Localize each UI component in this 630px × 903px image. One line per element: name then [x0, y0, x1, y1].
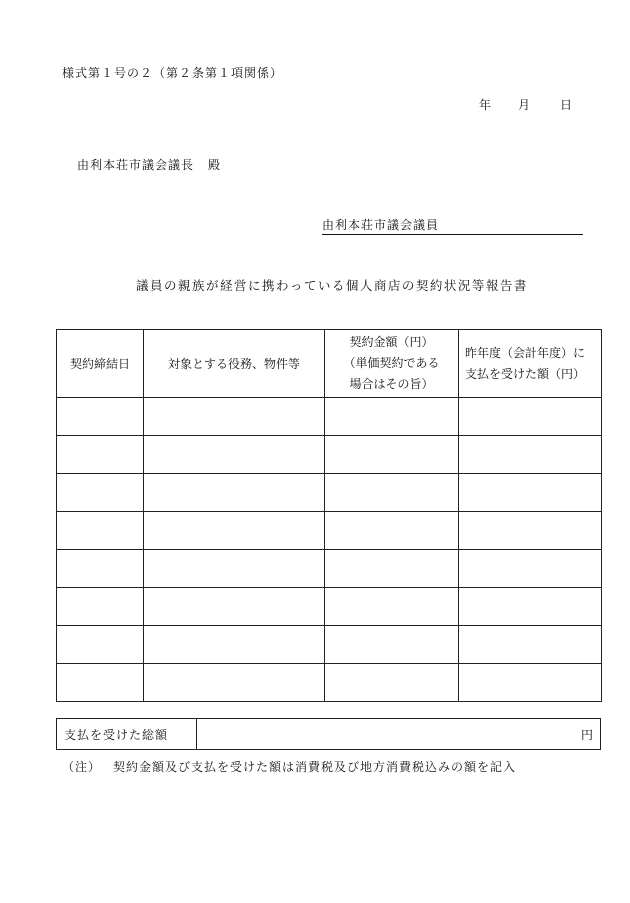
amount-cell[interactable] — [325, 398, 459, 436]
amount-cell[interactable] — [325, 588, 459, 626]
contract-date-cell[interactable] — [57, 550, 144, 588]
amount-cell[interactable] — [325, 474, 459, 512]
subject-cell[interactable] — [144, 664, 325, 702]
header-contract-date: 契約締結日 — [57, 330, 144, 398]
addressee — [77, 156, 221, 173]
table-row — [57, 398, 602, 436]
form-number: 様式第１号の２（第２条第１項関係） — [62, 66, 284, 80]
amount-cell[interactable] — [325, 436, 459, 474]
header-amount-line: （単価契約である — [343, 356, 440, 370]
contract-date-cell[interactable] — [57, 398, 144, 436]
subject-cell[interactable] — [144, 436, 325, 474]
total-unit: 円 — [580, 727, 593, 742]
total-amount-field[interactable] — [197, 719, 601, 750]
table-row — [57, 550, 602, 588]
paid-amount-cell[interactable] — [459, 550, 602, 588]
footnote-mark: （注） — [62, 760, 102, 774]
paid-amount-cell[interactable] — [459, 436, 602, 474]
subject-cell[interactable] — [144, 474, 325, 512]
subject-cell[interactable] — [144, 550, 325, 588]
header-amount — [325, 330, 459, 398]
header-amount-line: 契約金額（円） — [349, 335, 434, 349]
contract-table — [56, 329, 602, 702]
contract-date-cell[interactable] — [57, 626, 144, 664]
footnote-text: 契約金額及び支払を受けた額は消費税及び地方消費税込みの額を記入 — [113, 760, 517, 774]
amount-cell[interactable] — [325, 626, 459, 664]
paid-amount-cell[interactable] — [459, 626, 602, 664]
header-paid-line: 支払を受けた額（円） — [465, 366, 586, 381]
subject-cell[interactable] — [144, 398, 325, 436]
total-row — [57, 719, 601, 750]
paid-amount-cell[interactable] — [459, 474, 602, 512]
date-day-label: 日 — [560, 98, 573, 112]
total-table — [56, 718, 601, 750]
amount-cell[interactable] — [325, 550, 459, 588]
table-row — [57, 436, 602, 474]
document-title: 議員の親族が経営に携わっている個人商店の契約状況等報告書 — [136, 278, 528, 293]
amount-cell[interactable] — [325, 512, 459, 550]
contract-date-cell[interactable] — [57, 436, 144, 474]
contract-date-cell[interactable] — [57, 474, 144, 512]
table-row — [57, 474, 602, 512]
header-paid-line: 昨年度（会計年度）に — [465, 345, 586, 360]
subject-cell[interactable] — [144, 588, 325, 626]
total-label: 支払を受けた総額 — [57, 719, 197, 750]
paid-amount-cell[interactable] — [459, 588, 602, 626]
amount-cell[interactable] — [325, 664, 459, 702]
paid-amount-cell[interactable] — [459, 664, 602, 702]
addressee-name: 由利本荘市議会議長 — [77, 158, 195, 172]
contract-date-cell[interactable] — [57, 588, 144, 626]
date-year-label: 年 — [479, 98, 492, 112]
table-row — [57, 512, 602, 550]
table-row — [57, 664, 602, 702]
paid-amount-cell[interactable] — [459, 512, 602, 550]
paid-amount-cell[interactable] — [459, 398, 602, 436]
header-amount-line: 場合はその旨） — [349, 377, 434, 391]
table-row — [57, 588, 602, 626]
addressee-honorific: 殿 — [208, 158, 222, 172]
table-header-row — [57, 330, 602, 398]
sender-line: 由利本荘市議会議員 — [322, 216, 583, 235]
date-month-label: 月 — [518, 98, 531, 112]
footnote — [62, 758, 516, 775]
header-subject: 対象とする役務、物件等 — [144, 330, 325, 398]
subject-cell[interactable] — [144, 512, 325, 550]
table-row — [57, 626, 602, 664]
contract-date-cell[interactable] — [57, 512, 144, 550]
contract-date-cell[interactable] — [57, 664, 144, 702]
header-paid-amount — [459, 330, 602, 398]
subject-cell[interactable] — [144, 626, 325, 664]
